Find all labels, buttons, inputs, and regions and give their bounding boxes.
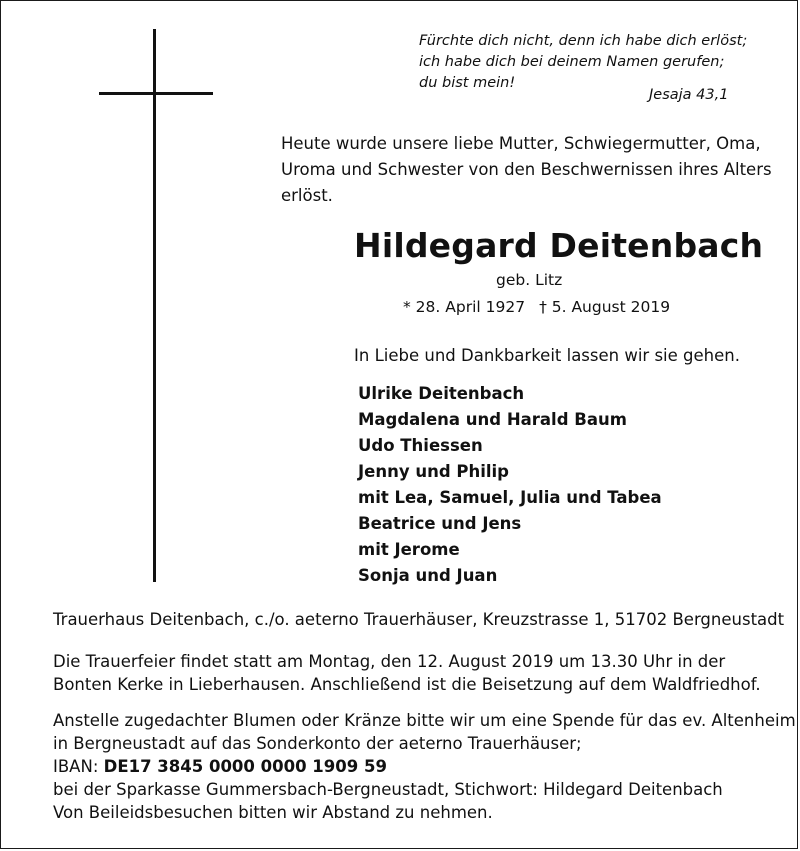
intro-line: erlöst. [281,186,333,205]
mourner-item: Jenny und Philip [358,462,509,481]
bible-verse [419,31,747,94]
donation-line: in Bergneustadt auf das Sonderkonto der aeterno Trauerhäuser; [53,734,582,753]
donation-info [53,709,796,824]
mourner-item: Beatrice und Jens [358,514,522,533]
farewell-line: In Liebe und Dankbarkeit lassen wir sie gehen. [354,346,740,365]
life-dates [403,298,670,316]
condolence-note: Von Beileidsbesuchen bitten wir Abstand zu nehmen. [53,803,493,822]
maiden-name: geb. Litz [496,271,563,289]
donation-line: Anstelle zugedachter Blumen oder Kränze bitte wir um eine Spende für das ev. Altenheim [53,711,796,730]
funeral-info [53,650,761,696]
mourner-item: Ulrike Deitenbach [358,384,525,403]
verse-line: du bist mein! [419,75,516,91]
mourner-item: Magdalena und Harald Baum [358,410,627,429]
mourner-item: Udo Thiessen [358,436,483,455]
cross-horizontal-beam [99,92,213,95]
mourner-item: mit Jerome [358,540,460,559]
iban-label: IBAN: [53,757,104,776]
mourners-list [358,381,662,589]
mourner-item: mit Lea, Samuel, Julia und Tabea [358,488,662,507]
donation-line: bei der Sparkasse Gummersbach-Bergneustadt, Stichwort: Hildegard Deitenbach [53,780,723,799]
funeral-line: Bonten Kerke in Lieberhausen. Anschließend ist die Beisetzung auf dem Waldfriedhof. [53,675,761,694]
intro-line: Heute wurde unsere liebe Mutter, Schwiegermutter, Oma, [281,134,761,153]
deceased-name: Hildegard Deitenbach [354,226,764,265]
iban-line [53,755,796,778]
intro-text [281,131,781,209]
funeral-line: Die Trauerfeier findet statt am Montag, den 12. August 2019 um 13.30 Uhr in der [53,652,726,671]
birth-date: * 28. April 1927 [403,298,526,316]
verse-reference: Jesaja 43,1 [649,87,729,103]
mourner-item: Sonja und Juan [358,566,498,585]
cross-vertical-beam [153,29,156,582]
verse-line: Fürchte dich nicht, denn ich habe dich erlöst; [419,33,748,49]
death-date: † 5. August 2019 [539,298,671,316]
iban-value: DE17 3845 0000 0000 1909 59 [103,757,387,776]
verse-line: ich habe dich bei deinem Namen gerufen; [419,54,725,70]
mourning-house-address: Trauerhaus Deitenbach, c./o. aeterno Trauerhäuser, Kreuzstrasse 1, 51702 Bergneustadt [53,610,785,629]
intro-line: Uroma und Schwester von den Beschwernissen ihres Alters [281,160,772,179]
